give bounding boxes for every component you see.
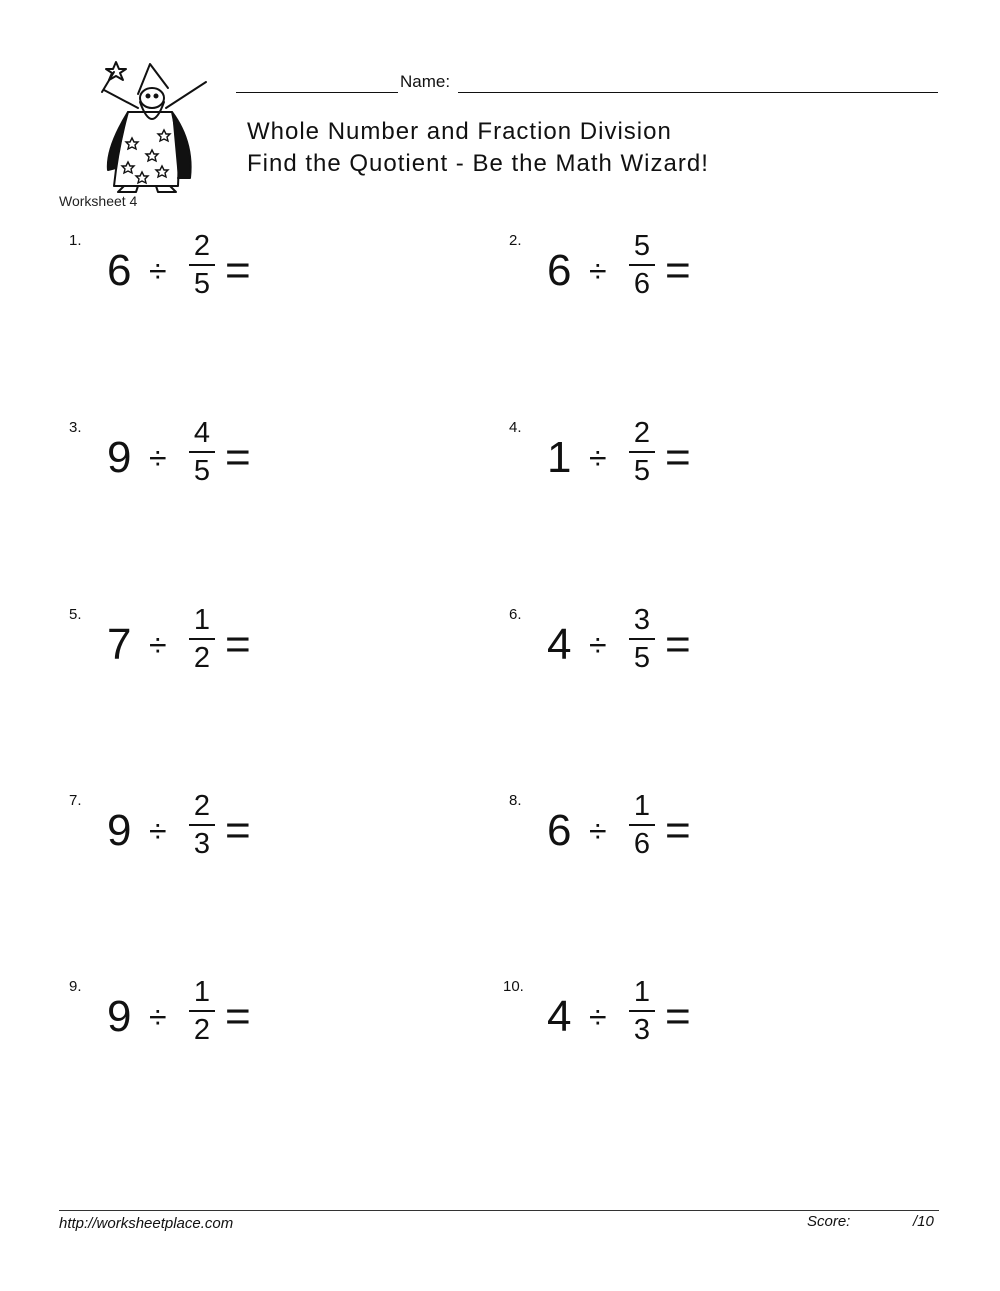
fraction — [627, 790, 657, 860]
footer-divider — [59, 1210, 939, 1211]
wizard-illustration — [78, 58, 218, 198]
denominator: 3 — [633, 1014, 651, 1046]
worksheet-number-label: Worksheet 4 — [59, 193, 138, 209]
whole-number: 9 — [107, 806, 132, 855]
name-label: Name: — [400, 72, 451, 91]
equals-sign: = — [225, 620, 251, 669]
numerator: 2 — [193, 790, 211, 822]
denominator: 5 — [633, 642, 651, 674]
division-sign: ÷ — [149, 440, 167, 476]
worksheet-title: Whole Number and Fraction Division — [247, 118, 672, 145]
problem-number: 2. — [509, 232, 522, 249]
division-sign: ÷ — [149, 627, 167, 663]
whole-number: 4 — [547, 620, 572, 669]
equals-sign: = — [225, 992, 251, 1041]
problem-number: 4. — [509, 419, 522, 436]
division-sign: ÷ — [589, 999, 607, 1035]
fraction-bar — [629, 264, 655, 266]
problem-number: 5. — [69, 606, 82, 623]
fraction — [627, 976, 657, 1046]
fraction-bar — [629, 638, 655, 640]
problem-number: 9. — [69, 978, 82, 995]
problem-number: 1. — [69, 232, 82, 249]
numerator: 3 — [633, 604, 651, 636]
denominator: 5 — [193, 268, 211, 300]
equals-sign: = — [665, 806, 691, 855]
problem-5 — [69, 606, 369, 696]
equals-sign: = — [665, 433, 691, 482]
denominator: 5 — [633, 455, 651, 487]
problem-1 — [69, 232, 369, 322]
problem-3 — [69, 419, 369, 509]
fraction — [187, 790, 217, 860]
problem-number: 7. — [69, 792, 82, 809]
whole-number: 6 — [107, 246, 132, 295]
worksheet-subtitle: Find the Quotient - Be the Math Wizard! — [247, 150, 709, 177]
division-sign: ÷ — [589, 440, 607, 476]
numerator: 4 — [193, 417, 211, 449]
fraction — [627, 604, 657, 674]
division-sign: ÷ — [149, 999, 167, 1035]
whole-number: 1 — [547, 433, 572, 482]
whole-number: 9 — [107, 433, 132, 482]
division-sign: ÷ — [589, 253, 607, 289]
denominator: 6 — [633, 828, 651, 860]
numerator: 2 — [633, 417, 651, 449]
whole-number: 9 — [107, 992, 132, 1041]
name-line-left — [236, 92, 398, 93]
division-sign: ÷ — [149, 253, 167, 289]
fraction-bar — [189, 264, 215, 266]
fraction — [187, 417, 217, 487]
problem-4 — [509, 419, 809, 509]
problem-number: 3. — [69, 419, 82, 436]
numerator: 2 — [193, 230, 211, 262]
whole-number: 7 — [107, 620, 132, 669]
denominator: 2 — [193, 642, 211, 674]
fraction-bar — [189, 451, 215, 453]
denominator: 2 — [193, 1014, 211, 1046]
fraction — [187, 604, 217, 674]
fraction-bar — [189, 1010, 215, 1012]
fraction-bar — [189, 638, 215, 640]
denominator: 6 — [633, 268, 651, 300]
fraction-bar — [189, 824, 215, 826]
denominator: 3 — [193, 828, 211, 860]
division-sign: ÷ — [149, 813, 167, 849]
fraction-bar — [629, 451, 655, 453]
problem-9 — [69, 978, 369, 1068]
whole-number: 6 — [547, 806, 572, 855]
name-field-line — [458, 92, 938, 93]
equals-sign: = — [665, 246, 691, 295]
whole-number: 4 — [547, 992, 572, 1041]
equals-sign: = — [225, 246, 251, 295]
score-total: /10 — [913, 1213, 934, 1230]
fraction — [187, 976, 217, 1046]
fraction — [627, 417, 657, 487]
problem-10 — [503, 978, 803, 1068]
equals-sign: = — [225, 806, 251, 855]
problem-2 — [509, 232, 809, 322]
whole-number: 6 — [547, 246, 572, 295]
numerator: 1 — [193, 976, 211, 1008]
footer-url: http://worksheetplace.com — [59, 1215, 234, 1232]
division-sign: ÷ — [589, 813, 607, 849]
problem-number: 6. — [509, 606, 522, 623]
fraction — [187, 230, 217, 300]
denominator: 5 — [193, 455, 211, 487]
problem-6 — [509, 606, 809, 696]
numerator: 1 — [633, 976, 651, 1008]
equals-sign: = — [665, 992, 691, 1041]
problem-number: 8. — [509, 792, 522, 809]
equals-sign: = — [225, 433, 251, 482]
problem-8 — [509, 792, 809, 882]
problem-7 — [69, 792, 369, 882]
division-sign: ÷ — [589, 627, 607, 663]
numerator: 5 — [633, 230, 651, 262]
equals-sign: = — [665, 620, 691, 669]
numerator: 1 — [633, 790, 651, 822]
problem-number: 10. — [503, 978, 524, 995]
fraction — [627, 230, 657, 300]
fraction-bar — [629, 1010, 655, 1012]
score-label: Score: — [807, 1213, 851, 1230]
numerator: 1 — [193, 604, 211, 636]
fraction-bar — [629, 824, 655, 826]
